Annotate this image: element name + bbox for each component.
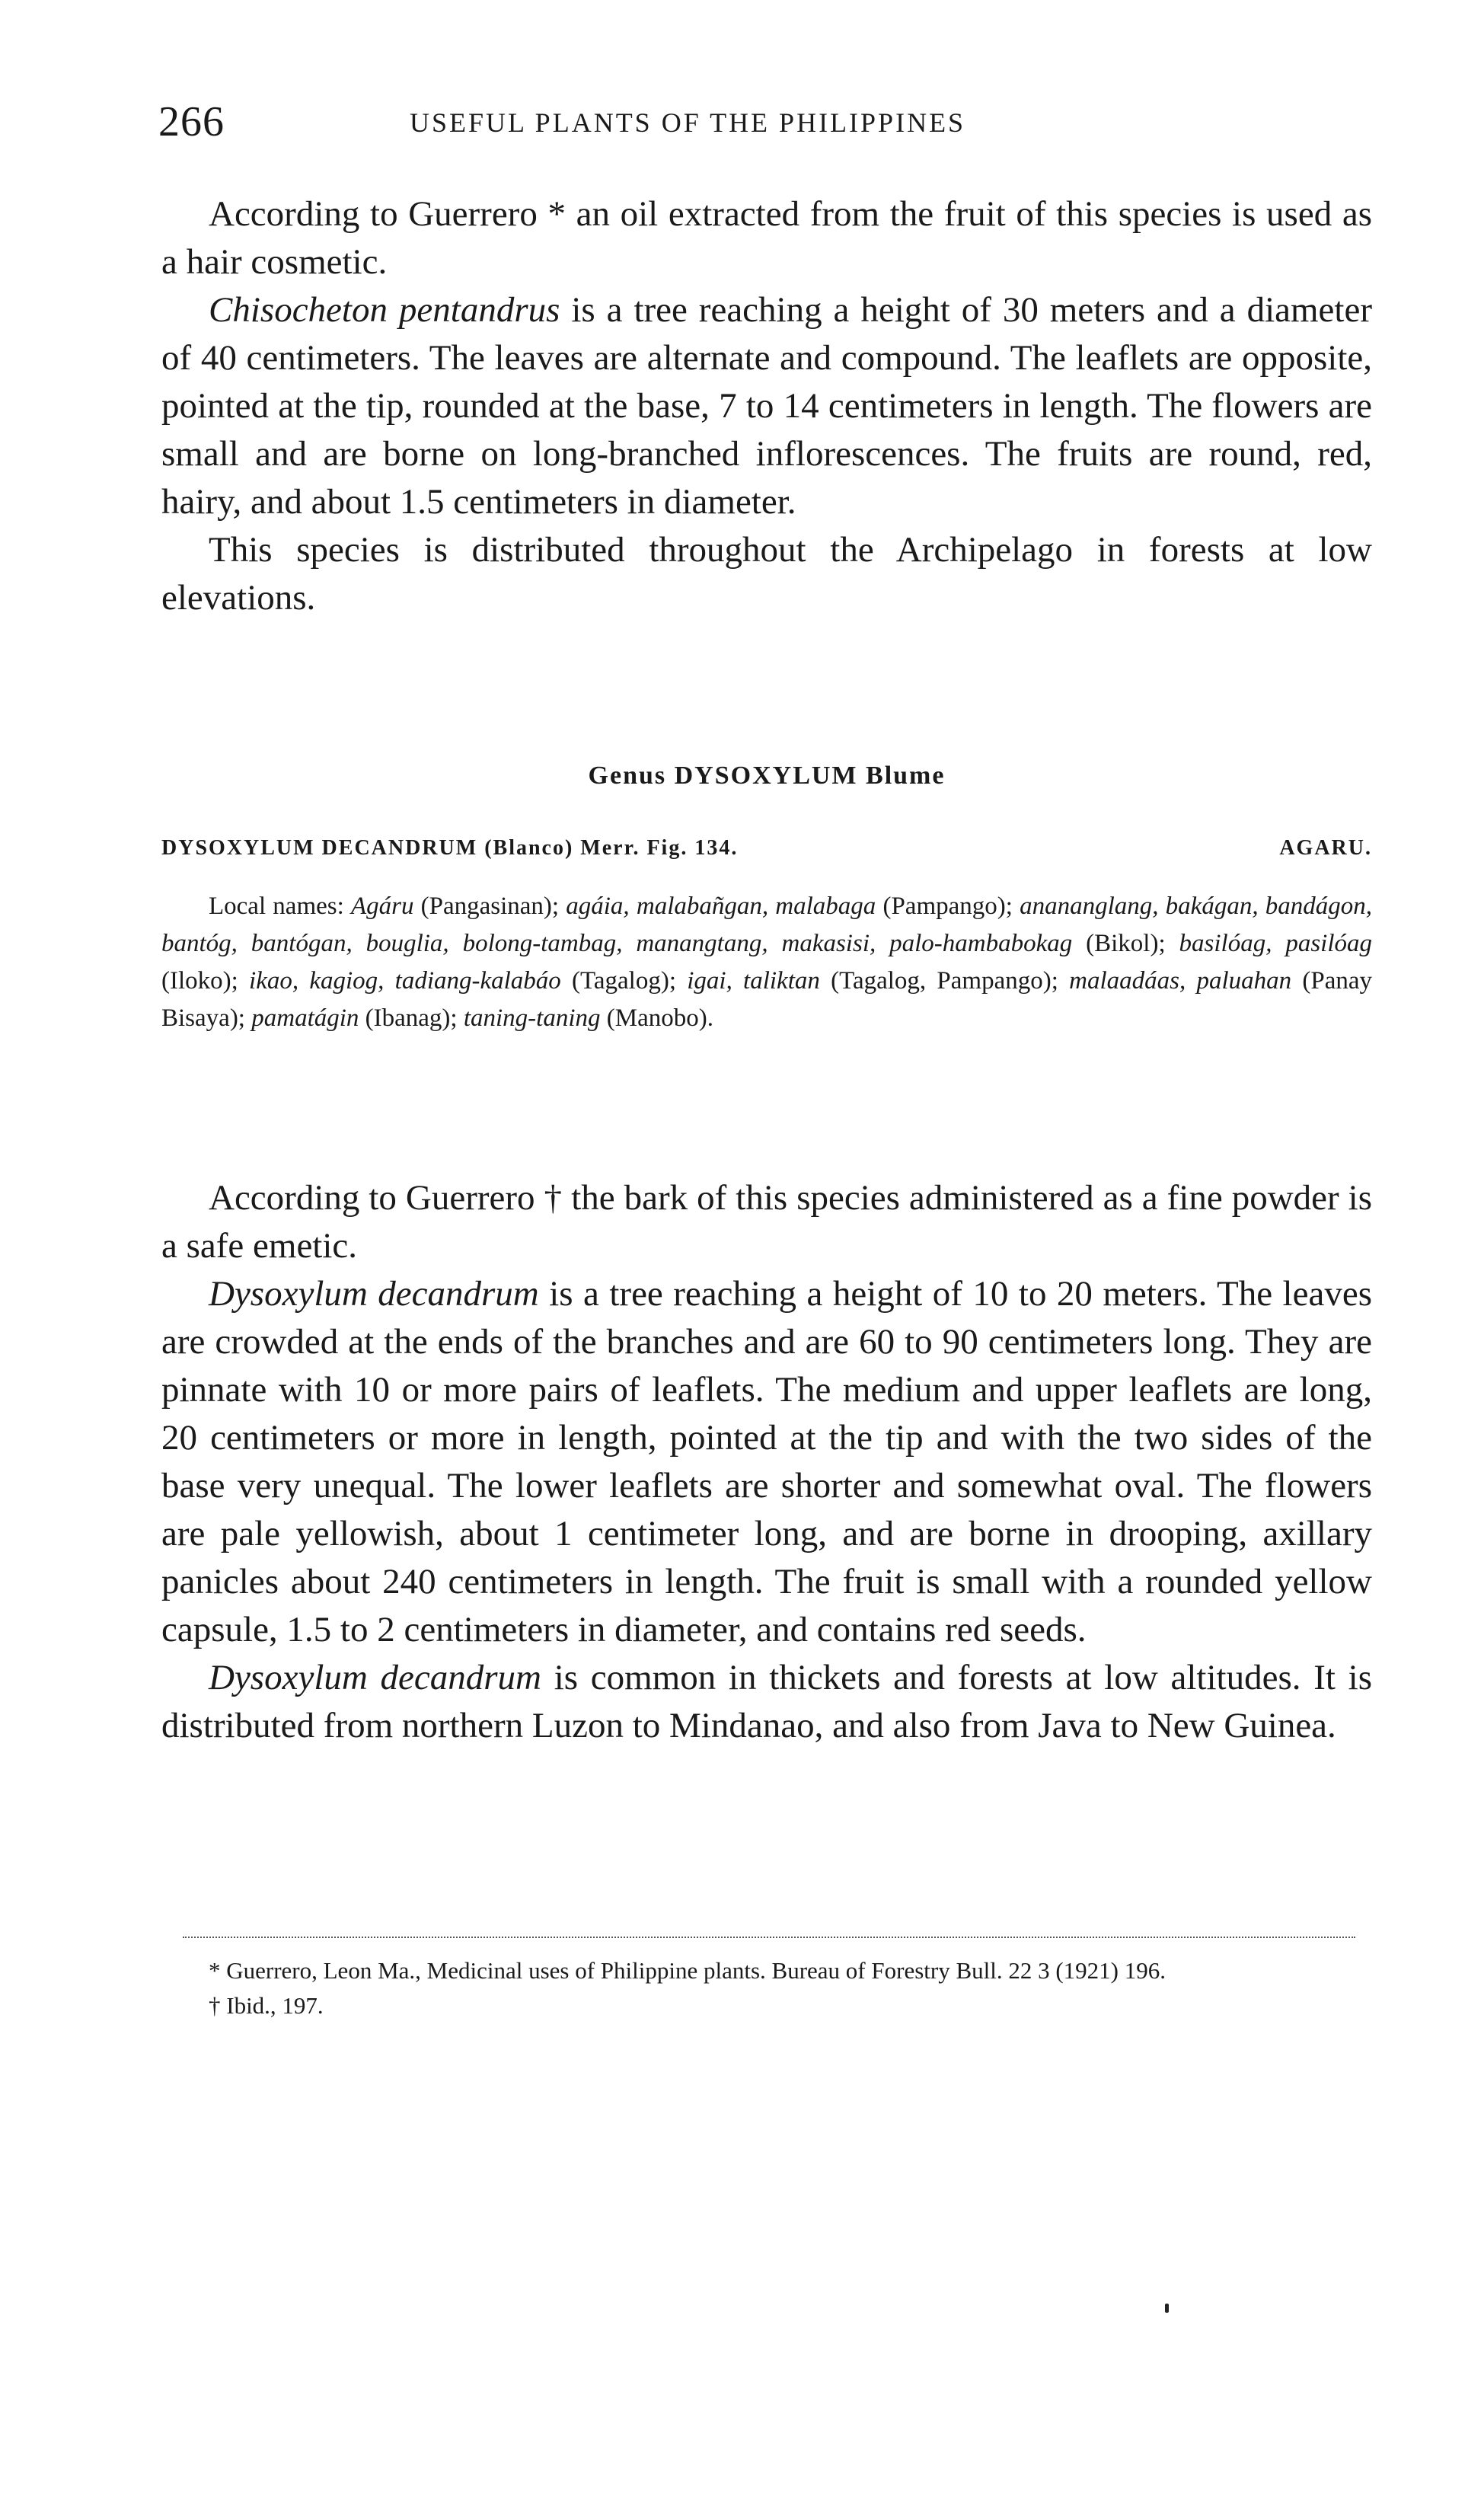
footnote-rule [183,1937,1355,1938]
running-title: USEFUL PLANTS OF THE PHILIPPINES [410,107,966,138]
paragraph-text: is a tree reaching a height of 10 to 20 meters. The leaves are crowded at the ends of the branches and are 60 to 90 centimeters long. They are pinnate with 10 or more pairs of leaflets. The medium and upper leaflets are long, 20 centimeters or more in length, pointed at the tip and with the two sides of the base very unequal. The lower leaflets are shorter and somewhat oval. The flowers are pale yellowish, about 1 centimeter long, and are borne in drooping, axillary panicles about 240 centimeters in length. The fruit is small with a rounded yellow capsule, 1.5 to 2 centimeters in diameter, and contains red seeds. [161,1274,1372,1649]
local-name-region: (Iloko); [161,967,250,995]
species-name-italic: Dysoxylum decandrum [209,1274,539,1314]
local-name-region: (Tagalog, Pampango); [819,967,1070,995]
paragraph-dysoxylum-description [161,1270,1372,1654]
paragraph-text: is common in thickets and forests at low altitudes. It is distributed from northern Luzon to Mindanao, and also from Java to New Guinea. [161,1658,1372,1745]
paragraph-text: is a tree reaching a height of 30 meters and a diameter of 40 centimeters. The leaves are alternate and compound. The leaflets are opposite, pointed at the tip, rounded at the base, 7 to 14 centimeters in length. The flowers are small and are borne on long-branched inflorescences. The fruits are round, red, hairy, and about 1.5 centimeters in diameter. [161,290,1372,522]
local-name-entry: agáia, malabañgan, malabaga [566,892,876,920]
local-name-region: (Bikol); [1072,930,1179,957]
local-name-region: (Pangasinan); [413,892,566,920]
local-name-entry: basilóag, pasilóag [1179,930,1373,957]
local-name-entry: taning-taning [463,1004,601,1032]
local-names-lead: Local names: [209,892,351,920]
footnote-ibid: † Ibid., 197. [209,1992,324,2019]
section-chisocheton [161,190,1372,622]
paragraph-distribution: This species is distributed throughout the Archipelago in forests at low elevations. [161,530,1372,618]
genus-heading: Genus DYSOXYLUM Blume [588,762,946,790]
species-local-name: AGARU. [1279,836,1372,860]
page-number: 266 [158,98,225,145]
local-name-entry: anananglang, bakágan, bandágon, bantóg, bantógan, bouglia, bolong-tambag, manangtang, makasisi, palo-hambabokag [161,892,1373,957]
local-names-paragraph [161,888,1372,1037]
page-header [158,97,1369,158]
paragraph-hair-cosmetic: According to Guerrero * an oil extracted from the fruit of this species is used as a hair cosmetic. [161,194,1372,282]
local-name-entry: Agáru [350,892,414,920]
local-name-entry: ikao, kagiog, tadiang-kalabáo [249,967,561,995]
local-name-region: (Pampango); [876,892,1020,920]
footnote-guerrero: * Guerrero, Leon Ma., Medicinal uses of Philippine plants. Bureau of Forestry Bull. 22 3 (1921) 196. [209,1957,1166,1984]
section-dysoxylum [161,1174,1372,1750]
local-name-entry: igai, taliktan [687,967,820,995]
species-name-italic: Chisocheton pentandrus [209,290,560,330]
paragraph-dysoxylum-distribution [161,1654,1372,1750]
local-name-region: (Tagalog); [560,967,688,995]
local-name-region: (Manobo). [600,1004,713,1032]
local-names-block [161,888,1372,1037]
local-name-region: (Ibanag); [359,1004,464,1032]
paragraph-chisocheton-description [161,286,1372,526]
paragraph-emetic: According to Guerrero † the bark of this species administered as a fine powder is a safe emetic. [161,1178,1372,1266]
local-name-region: (Panay Bisaya); [161,967,1372,1032]
local-name-entry: malaadáas, paluahan [1069,967,1292,995]
species-heading [161,836,1372,861]
ink-speck [1165,2304,1169,2313]
local-name-entry: pamatágin [251,1004,359,1032]
species-name: DYSOXYLUM DECANDRUM (Blanco) Merr. Fig. 134. [161,836,739,860]
footnotes [161,1953,1372,2023]
species-name-italic: Dysoxylum decandrum [209,1658,541,1697]
